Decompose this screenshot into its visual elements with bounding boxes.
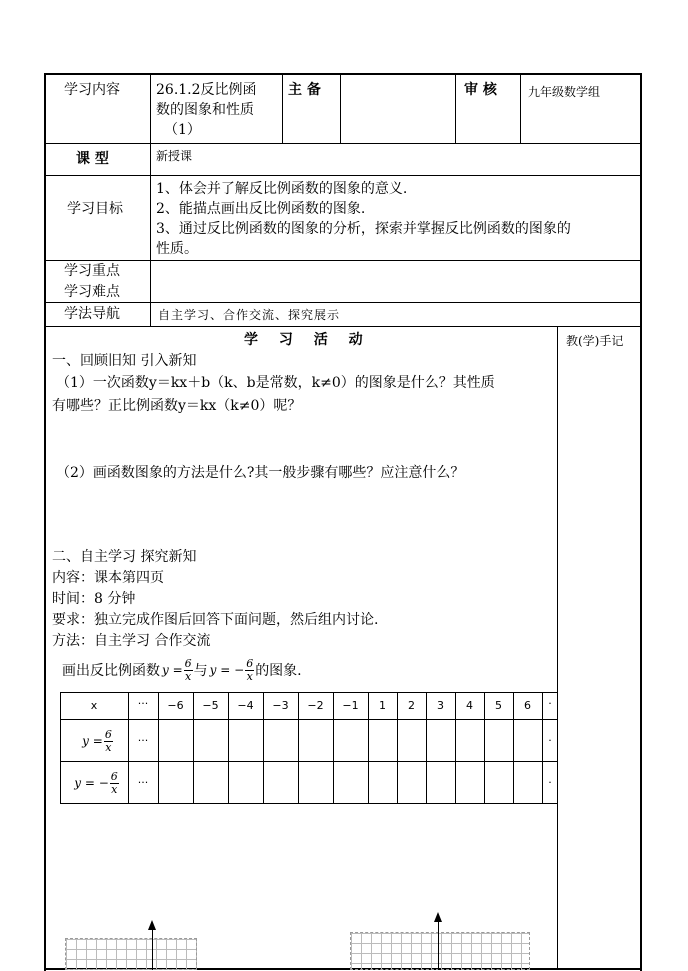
divider xyxy=(150,143,151,175)
x-value: −4 xyxy=(237,699,254,712)
divider xyxy=(150,175,151,260)
fraction-2 xyxy=(245,658,254,683)
row1-label xyxy=(70,722,126,760)
fraction-numerator: 6 xyxy=(110,769,118,783)
row-label-text: y = − xyxy=(74,776,109,790)
divider xyxy=(340,75,341,143)
x-value: −6 xyxy=(167,699,184,712)
fraction-denominator: x xyxy=(105,740,112,754)
table-column-line xyxy=(128,692,129,804)
header-ellipsis: ··· xyxy=(137,697,149,710)
method-line: 方法：自主学习 合作交流 xyxy=(52,633,211,649)
draw-and: 与 xyxy=(193,663,208,679)
activity-title: 学 习 活 动 xyxy=(244,332,363,348)
x-value: −2 xyxy=(307,699,324,712)
requirement-line: 要求：独立完成作图后回答下面问题，然后组内讨论. xyxy=(52,612,379,628)
label-course-type: 课 型 xyxy=(76,151,109,167)
label-key-points: 学习重点 xyxy=(64,263,120,279)
label-difficulties: 学习难点 xyxy=(64,284,120,300)
row1-trailing-dot: · xyxy=(548,734,552,747)
row2-ellipsis: ··· xyxy=(137,776,149,789)
grid-paper-left xyxy=(65,938,197,970)
fraction-numerator: 6 xyxy=(246,656,254,670)
label-reviewer: 审 核 xyxy=(464,82,497,98)
divider xyxy=(282,75,283,143)
divider xyxy=(60,692,557,693)
divider xyxy=(60,803,557,804)
header-trailing-dot: · xyxy=(548,697,552,710)
draw-instruction xyxy=(62,652,302,688)
row-fraction xyxy=(104,729,113,754)
fraction-denominator: x xyxy=(111,782,118,796)
fraction-numerator: 6 xyxy=(104,727,112,741)
x-value: −1 xyxy=(342,699,359,712)
x-value: 6 xyxy=(524,699,531,712)
axis-line-left xyxy=(152,928,153,970)
draw-prefix: 画出反比例函数 xyxy=(62,663,160,679)
content-line: 内容：课本第四页 xyxy=(52,570,164,586)
goal-item-1: 1、体会并了解反比例函数的图象的意义. xyxy=(156,181,408,197)
row1-ellipsis: ··· xyxy=(137,734,149,747)
header-x: x xyxy=(90,699,98,712)
table-column-line xyxy=(542,692,543,804)
side-notes-title: 教(学)手记 xyxy=(566,334,624,348)
section2-title: 二、自主学习 探究新知 xyxy=(52,549,197,565)
question-1-line-1: （1）一次函数y＝kx＋b（k、b是常数，k≠0）的图象是什么？其性质 xyxy=(56,375,495,391)
divider xyxy=(46,302,640,303)
goal-item-4: 性质。 xyxy=(156,241,198,257)
side-notes-divider xyxy=(557,326,558,968)
label-method: 学法导航 xyxy=(64,306,120,322)
outer-left-border xyxy=(44,73,46,971)
draw-suffix: 的图象. xyxy=(255,663,302,679)
section1-title: 一、回顾旧知 引入新知 xyxy=(52,353,197,369)
draw-y2: y = − xyxy=(209,663,245,677)
divider xyxy=(150,302,151,326)
x-value: 4 xyxy=(466,699,473,712)
divider xyxy=(46,326,640,327)
divider xyxy=(46,175,640,176)
draw-y1: y = xyxy=(162,663,183,677)
row-fraction xyxy=(110,771,119,796)
divider xyxy=(520,75,521,143)
label-main-preparer: 主 备 xyxy=(288,82,321,98)
x-value: −5 xyxy=(202,699,219,712)
topic-line-3: （1） xyxy=(164,122,201,138)
row-label-text: y = xyxy=(82,734,103,748)
grid-paper-right xyxy=(350,932,530,970)
divider xyxy=(60,761,557,762)
time-line: 时间：8 分钟 xyxy=(52,591,136,607)
goal-item-3: 3、通过反比例函数的图象的分析，探索并掌握反比例函数的图象的 xyxy=(156,221,571,237)
divider xyxy=(150,260,151,302)
x-value: 3 xyxy=(437,699,444,712)
x-value: 2 xyxy=(408,699,415,712)
arrow-up-icon xyxy=(148,920,156,930)
outer-top-border xyxy=(44,73,641,75)
value-table xyxy=(60,692,557,804)
label-study-content: 学习内容 xyxy=(64,82,120,98)
axis-line-right xyxy=(438,920,439,970)
x-value: −3 xyxy=(272,699,289,712)
divider xyxy=(46,260,640,261)
topic-line-1: 26.1.2反比例函 xyxy=(156,82,257,98)
goal-item-2: 2、能描点画出反比例函数的图象. xyxy=(156,201,366,217)
divider xyxy=(150,75,151,143)
fraction-1 xyxy=(184,658,193,683)
outer-right-border xyxy=(640,73,642,971)
divider xyxy=(46,143,640,144)
question-1-line-2: 有哪些？正比例函数y＝kx（k≠0）呢？ xyxy=(52,398,302,414)
topic-line-2: 数的图象和性质 xyxy=(156,102,254,118)
reviewer-name: 九年级数学组 xyxy=(528,85,601,99)
arrow-up-icon xyxy=(434,912,442,922)
course-type-value: 新授课 xyxy=(156,149,193,163)
divider xyxy=(455,75,456,143)
fraction-numerator: 6 xyxy=(184,656,192,670)
row2-label xyxy=(66,764,128,802)
row2-trailing-dot: · xyxy=(548,776,552,789)
label-goals: 学习目标 xyxy=(67,201,123,217)
method-value: 自主学习、合作交流、探究展示 xyxy=(158,308,341,322)
fraction-denominator: x xyxy=(246,669,253,683)
divider xyxy=(60,719,557,720)
question-2: （2）画函数图象的方法是什么?其一般步骤有哪些？应注意什么？ xyxy=(56,465,465,481)
x-value: 5 xyxy=(495,699,502,712)
x-value: 1 xyxy=(379,699,386,712)
fraction-denominator: x xyxy=(185,669,192,683)
